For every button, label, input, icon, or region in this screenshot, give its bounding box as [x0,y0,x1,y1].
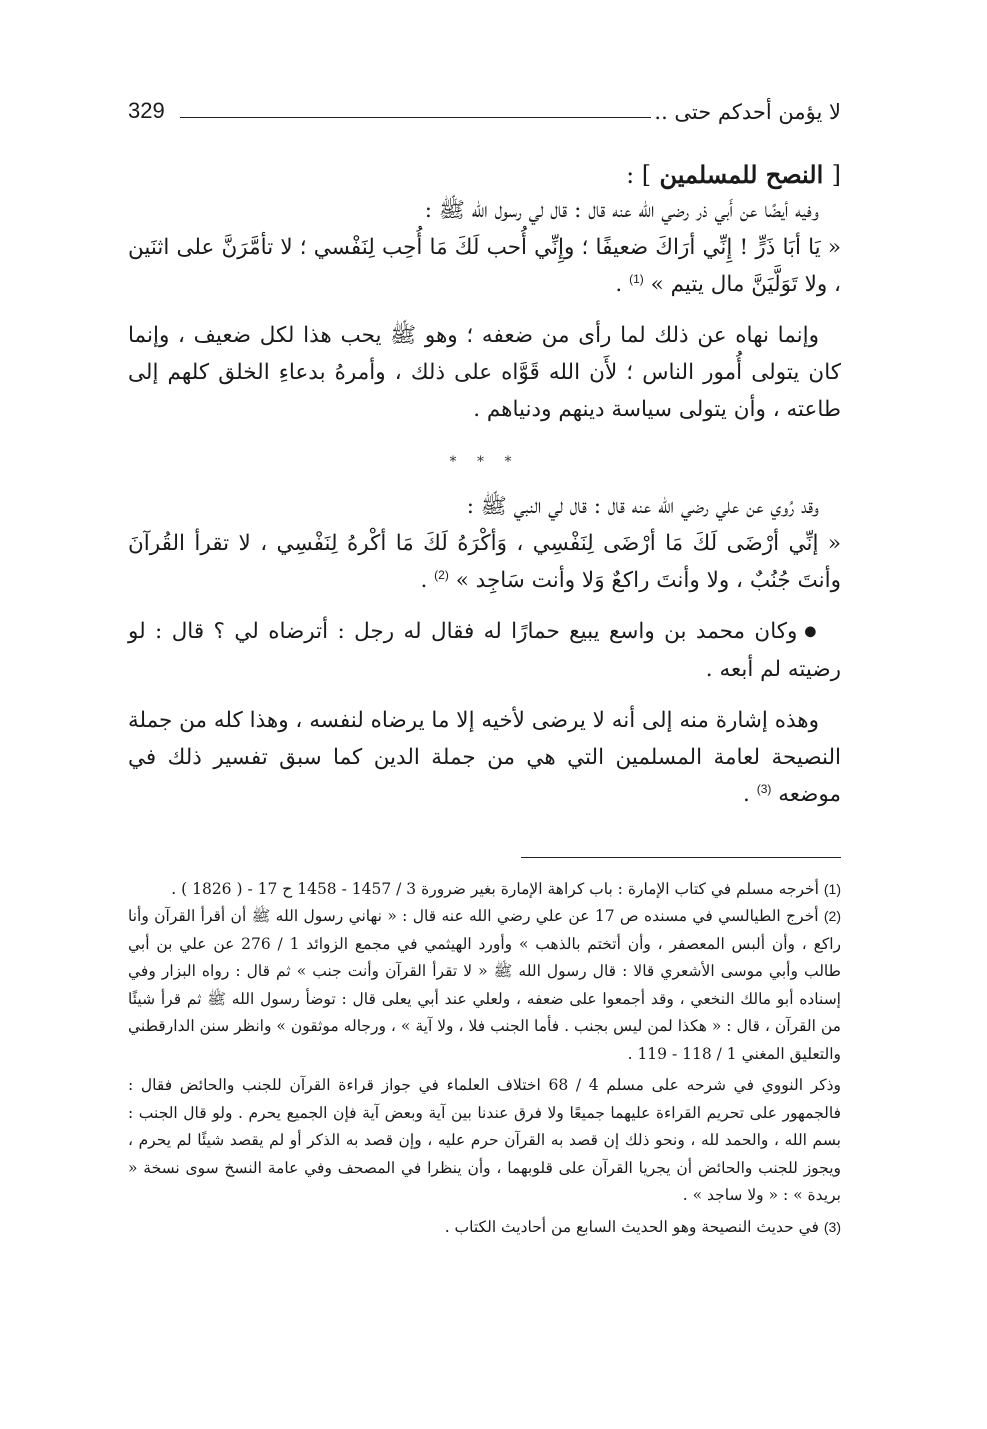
paragraph-4-text: وقد رُوي عن علي رضي الله عنه قال : قال لي النبي ﷺ : [466,494,819,519]
paragraph-3 [128,317,841,428]
running-head [128,96,841,136]
heading-text: النصح للمسلمين [659,160,824,189]
footnote-ref-3[interactable]: (3) [756,781,772,796]
bullet-icon: ● [804,623,819,640]
footnote-2 [128,903,841,1068]
footnote-3 [128,1214,841,1242]
footnote-3-text: في حديث النصيحة وهو الحديث السابع من أحاديث الكتاب . [444,1217,824,1236]
paragraph-7-text: وهذه إشارة منه إلى أنه لا يرضى لأخيه إلا ما يرضاه لنفسه ، وهذا كله من جملة النصيحة لعامة المسلمين التي هي من جملة الدين كما سبق تفسير ذلك في موضعه [127,707,841,807]
footnote-1-number: (1) [823,880,841,897]
page-number: 329 [128,98,165,123]
footnote-ref-2[interactable]: (2) [434,567,449,582]
footnote-1 [128,876,841,904]
footnote-2-continuation [128,1072,841,1210]
paragraph-1 [128,192,841,229]
footnote-2-number: (2) [823,908,841,924]
footnotes [128,876,841,1242]
section-separator-stars: * * * [449,454,520,470]
paragraph-1-text: وفيه أيضًا عن أَبي ذر رضي الله عنه قال : قال لي رسول الله ﷺ : [424,198,819,223]
paragraph-2-end: . [615,272,630,297]
heading-close-bracket: ] : [626,161,652,189]
footnote-1-text: أخرجه مسلم في كتاب الإمارة : باب كراهة الإمارة بغير ضرورة 3 / 1457 - 1458 ح 17 - ( 1826 ) . [171,879,824,898]
paragraph-3-text: وإنما نهاه عن ذلك لما رأى من ضعفه ؛ وهو ﷺ يحب هذا لكل ضعيف ، وإنما كان يتولى أُمور الناس ؛ لأَن الله قَوَّاه على ذلك ، وأمرهُ بدعاءِ الخلق كلهم إلى طاعته ، وأن يتولى سياسة دينهم ودنياهم . [128,323,841,422]
paragraph-7 [128,702,841,813]
section-heading [128,158,841,192]
book-page [128,96,841,1241]
paragraph-4 [128,488,841,525]
paragraph-2-text: « يَا أبَا ذَرٍّ ! إِنِّي أرَاكَ ضعيفًا ؛ وإِنِّي أُحب لَكَ مَا أُحِب لِنَفْسي ؛ لا تأمَّرَنَّ على اثنَين ، ولا تَوَلَّيَنَّ مال يتيم » [128,235,841,297]
paragraph-5-hadith [128,525,841,599]
paragraph-5-text: « إنِّي أرْضَى لَكَ مَا أرْضَى لِنَفْسِي ، وَأكْرَهُ لَكَ مَا أكْرهُ لِنَفْسِي ، لا تقرأ القُرآنَ وأنتَ جُنُبٌ ، ولا وأنتَ راكعٌ وَلا وأنت سَاجِد » [128,531,841,593]
footnote-3-number: (3) [823,1218,841,1235]
paragraph-6-text: وكان محمد بن واسع يبيع حمارًا له فقال له رجل : أترضاه لي ؟ قال : لو رضيته لم أبعه . [128,619,841,682]
heading-open-bracket: [ [831,161,841,189]
footnote-2-continuation-text: وذكر النووي في شرحه على مسلم 4 / 68 اختلاف العلماء في جواز قراءة القرآن للجنب والحائض فقال : فالجمهور على تحريم القراءة عليهما جميعًا ولا فرق عندنا بين آية وبعض آية فإن الجميع يحرم . ولو قال الجنب : بسم الله ، والحمد لله ، ونحو ذلك إن قصد به القرآن حرم عليه ، وإن قصد به الذكر أو لم يقصد شيئًا لم يحرم ، ويجوز للجنب والحائض أن يجريا القرآن على قلوبهما ، وأن ينظرا في المصحف وفي عامة النسخ سوى نسخة « بريدة » : « ولا ساجد » . [128,1076,841,1204]
footnote-2-text: أخرج الطيالسي في مسنده ص 17 عن علي رضي الله عنه قال : « نهاني رسول الله ﷺ أن أقرأ القرآن وأنا راكع ، وأن ألبس المعصفر ، وأن أتختم بالذهب » وأورد الهيثمي في مجمع الزوائد 1 / 276 عن علي بن أبي طالب وأبي موسى الأشعري قالا : قال رسول الله ﷺ « لا تقرأ القرآن وأنت جنب » ثم قال : رواه البزار وفي إسناده أبو مالك النخعي ، وقد أجمعوا على ضعفه ، ولعلي عند أبي يعلى قال : توضأ رسول الله ﷺ ثم قرأ شيئًا من القرآن ، قال : « هكذا لمن ليس بجنب . فأما الجنب فلا ، ولا آية » ، ورجاله موثقون » وانظر سنن الدارقطني والتعليق المغني 1 / 118 - 119 . [128,907,841,1063]
running-head-rule [180,117,651,118]
running-head-title: لا يؤمن أحدكم حتى .. [654,100,841,124]
paragraph-6 [128,613,841,688]
paragraph-2-hadith [128,229,841,303]
footnote-ref-1[interactable]: (1) [629,271,644,286]
paragraph-7-end: . [743,781,757,807]
footnote-separator [521,857,841,858]
paragraph-5-end: . [420,568,435,593]
